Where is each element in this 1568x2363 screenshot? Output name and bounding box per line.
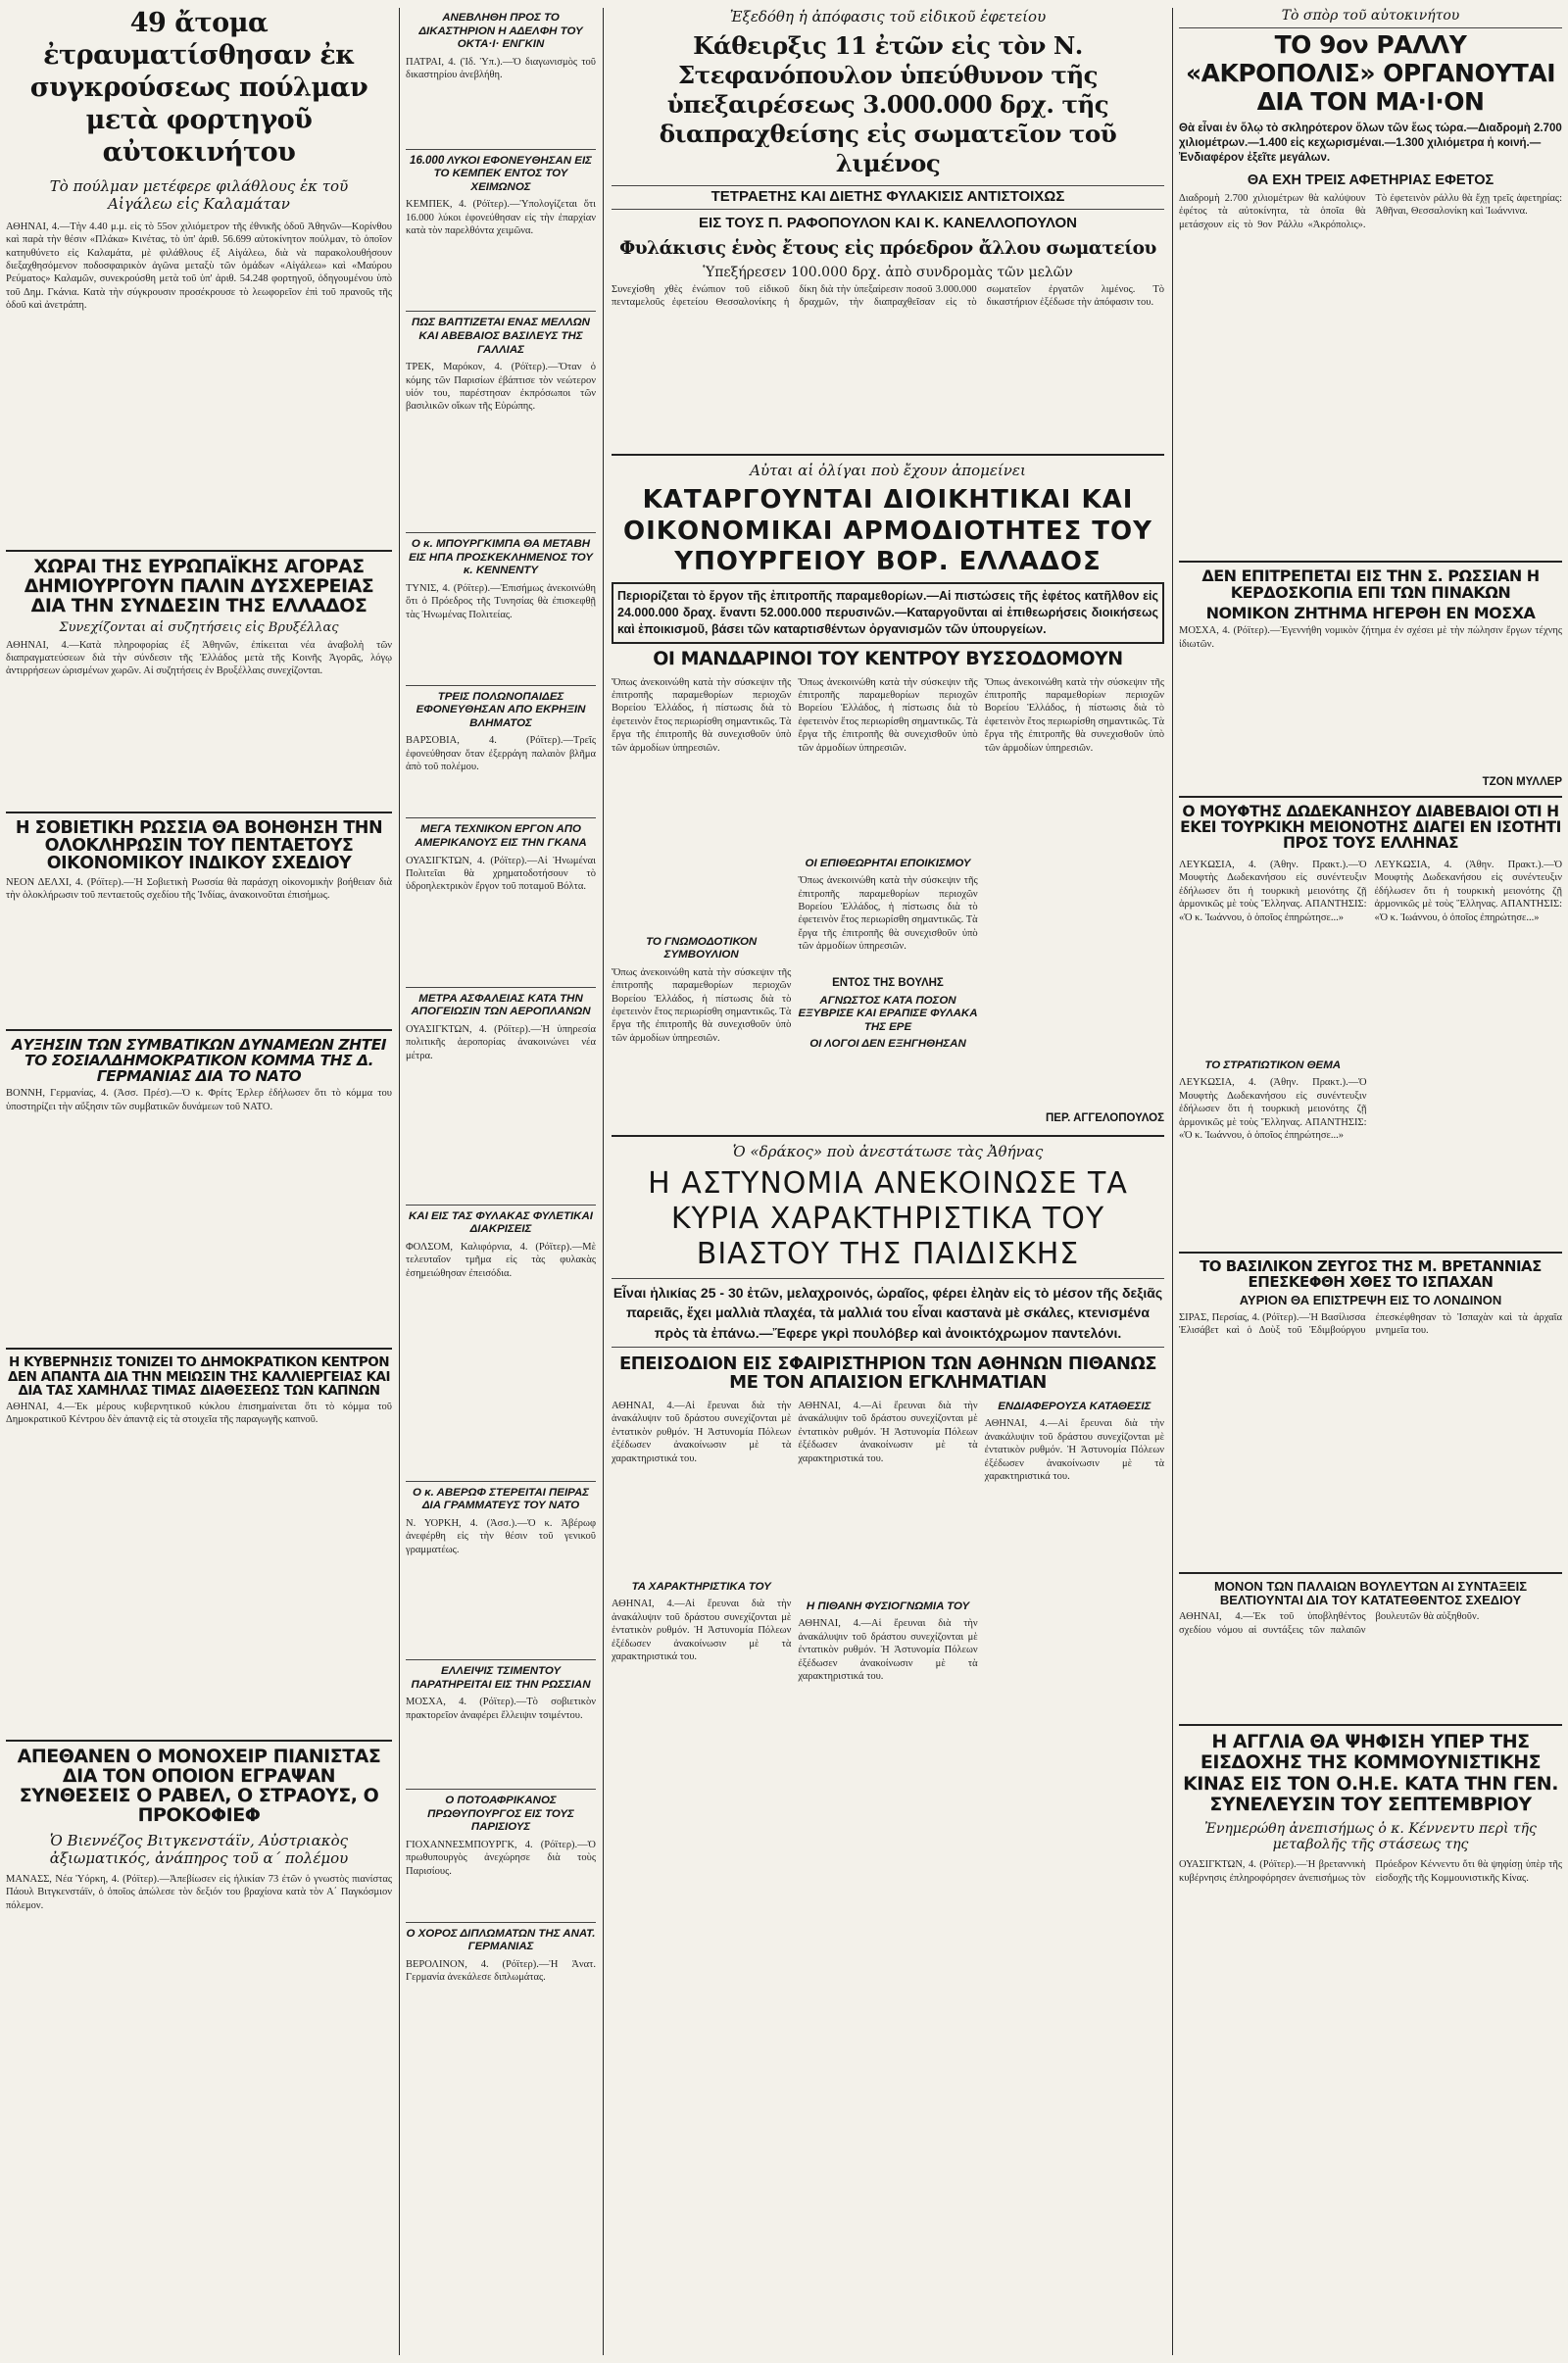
- article-body: ΛΕΥΚΩΣΙΑ, 4. (Ἀθην. Πρακτ.).—Ὁ Μουφτὴς Δωδεκανήσου εἰς συνέντευξιν ἐδήλωσεν ὅτι ἡ τουρκικὴ μειονότης ζῇ ἀρμονικῶς μὲ τοὺς Ἕλληνας. ΑΠΑΝΤΗΣΙΣ: «Ὁ κ. Ἰωάννου, ὁ ὁποῖος ἐπηρώτησε...»: [1179, 859, 1370, 923]
- article-body: ΣΙΡΑΣ, Περσίας, 4. (Ρόϊτερ).—Ἡ Βασίλισσα Ἐλισάβετ καὶ ὁ Δοὺξ τοῦ Ἐδιμβούργου ἐπεσκέφθησαν τὸ Ἰσπαχὰν καὶ τὰ ἀρχαῖα μνημεῖα του.: [1179, 1311, 1565, 1336]
- article-pensions: [1179, 1580, 1562, 1719]
- brief-baptism: [406, 317, 599, 527]
- divider: [6, 1348, 392, 1350]
- article-body: ΑΘΗΝΑΙ, 4.—Ἐκ τοῦ ὑποβληθέντος σχεδίου νόμου αἱ συντάξεις τῶν παλαιῶν βουλευτῶν θὰ αὐξηθοῦν.: [1179, 1611, 1480, 1636]
- headline: ΑΥΞΗΣΙΝ ΤΩΝ ΣΥΜΒΑΤΙΚΩΝ ΔΥΝΑΜΕΩΝ ΖΗΤΕΙ ΤΟ ΣΟΣΙΑΛΔΗΜΟΚΡΑΤΙΚΟΝ ΚΟΜΜΑ ΤΗΣ Δ. ΓΕΡΜΑΝΙΑΣ ΔΙΑ ΤΟ ΝΑΤΟ: [11, 1035, 387, 1086]
- article-body: ΑΘΗΝΑΙ, 4.—Αἱ ἔρευναι διὰ τὴν ἀνακάλυψιν τοῦ δράστου συνεχίζονται μὲ ἐντατικὸν ρυθμόν. Ἡ Ἀστυνομία Πόλεων ἐξέδωσεν ἀνακοίνωσιν μὲ τὰ χαρακτηριστικά του.: [612, 1599, 794, 1663]
- article-body: ΑΘΗΝΑΙ, 4.—Αἱ ἔρευναι διὰ τὴν ἀνακάλυψιν τοῦ δράστου συνεχίζονται μὲ ἐντατικὸν ρυθμόν. Ἡ Ἀστυνομία Πόλεων ἐξέδωσεν ἀνακοίνωσιν μὲ τὰ χαρακτηριστικά του.: [798, 1618, 981, 1683]
- byline: ΤΖΟΝ ΜΥΛΛΕΡ: [1482, 776, 1562, 789]
- subheadline: Τὸ πούλμαν μετέφερε φιλάθλους ἐκ τοῦ Αἰγάλεω εἰς Καλαμάταν: [49, 176, 349, 213]
- headline: Ο κ. ΜΠΟΥΡΓΚΙΜΠΑ ΘΑ ΜΕΤΑΒΗ ΕΙΣ ΗΠΑ ΠΡΟΣΚΕΚΛΗΜΕΝΟΣ ΤΟΥ κ. ΚΕΝΝΕΝΤΥ: [409, 538, 593, 577]
- article-conviction: [612, 8, 1167, 448]
- kicker: Ὁ «δράκος» ποὺ ἀνεστάτωσε τὰς Ἀθήνας: [732, 1143, 1044, 1161]
- divider: [406, 1481, 596, 1482]
- headline: ΜΟΝΟΝ ΤΩΝ ΠΑΛΑΙΩΝ ΒΟΥΛΕΥΤΩΝ ΑΙ ΣΥΝΤΑΞΕΙΣ ΒΕΛΤΙΟΥΝΤΑΙ ΔΙΑ ΤΟΥ ΚΑΤΑΤΕΘΕΝΤΟΣ ΣΧΕΔΙΟΥ: [1213, 1578, 1527, 1607]
- column-center: [604, 0, 1172, 2363]
- article-body: ΒΕΡΟΛΙΝΟΝ, 4. (Ρόϊτερ).—Ἡ Ἀνατ. Γερμανία ἀνεκάλεσε διπλωμάτας.: [406, 1958, 599, 1984]
- deck: ΕΙΣ ΤΟΥΣ Π. ΡΑΦΟΠΟΥΛΟΝ ΚΑΙ Κ. ΚΑΝΕΛΛΟΠΟΥΛΟΝ: [699, 214, 1077, 231]
- headline: ΤΡΕΙΣ ΠΟΛΩΝΟΠΑΙΔΕΣ ΕΦΟΝΕΥΘΗΣΑΝ ΑΠΟ ΕΚΡΗΞΙΝ ΒΛΗΜΑΤΟΣ: [416, 690, 586, 729]
- divider: [1179, 561, 1562, 563]
- headline: Η ΣΟΒΙΕΤΙΚΗ ΡΩΣΣΙΑ ΘΑ ΒΟΗΘΗΣΗ ΤΗΝ ΟΛΟΚΛΗΡΩΣΙΝ ΤΟΥ ΠΕΝΤΑΕΤΟΥΣ ΟΙΚΟΝΟΜΙΚΟΥ ΙΝΔΙΚΟΥ ΣΧΕΔΙΟΥ: [15, 817, 383, 874]
- brief-ghana: [406, 823, 599, 981]
- headline: ΟΙ ΜΑΝΔΑΡΙΝΟΙ ΤΟΥ ΚΕΝΤΡΟΥ ΒΥΣΣΟΔΟΜΟΥΝ: [653, 647, 1123, 669]
- article-body: Ὅπως ἀνεκοινώθη κατὰ τὴν σύσκεψιν τῆς ἐπιτροπῆς παραμεθορίων περιοχῶν Βορείου Ἑλλάδος, ἡ πίστωσις διὰ τὸ ἐφετεινὸν ἔτος περιωρίσθη σημαντικῶς. Τὰ ἔργα τῆς ἐπιτροπῆς θὰ συνεχισθοῦν ὑπὸ τῶν ἁρμοδίων ὑπηρεσιῶν.: [984, 676, 1167, 754]
- article-body: ΟΥΑΣΙΓΚΤΩΝ, 4. (Ρόϊτερ).—Αἱ Ἡνωμέναι Πολιτεῖαι θὰ χρηματοδοτήσουν τὸ ὑδροηλεκτρικὸν ἔργον τοῦ ποταμοῦ Βόλτα.: [406, 855, 599, 893]
- subheadline: ΑΥΡΙΟΝ ΘΑ ΕΠΙΣΤΡΕΨΗ ΕΙΣ ΤΟ ΛΟΝΔΙΝΟΝ: [1239, 1293, 1502, 1308]
- article-tobacco: [6, 1354, 395, 1734]
- article-body: ΒΟΝΝΗ, Γερμανίας, 4. (Ἀσσ. Πρέσ).—Ὁ κ. Φρίτς Έρλερ ἐδήλωσεν ὅτι τὸ κόμμα του ὑποστηρίζει τὴν αὔξησιν τῶν συμβατικῶν δυνάμεων τοῦ ΝΑΤΟ.: [6, 1088, 395, 1112]
- headline: ΜΕΤΡΑ ΑΣΦΑΛΕΙΑΣ ΚΑΤΑ ΤΗΝ ΑΠΟΓΕΙΩΣΙΝ ΤΩΝ ΑΕΡΟΠΛΑΝΩΝ: [411, 992, 591, 1018]
- article-body: ΟΥΑΣΙΓΚΤΩΝ, 4. (Ρόϊτερ).—Ἡ ὑπηρεσία πολιτικῆς ἀεροπορίας ἀνακοινώνει νέα μέτρα.: [406, 1023, 599, 1061]
- headline: Η ΑΓΓΛΙΑ ΘΑ ΨΗΦΙΣΗ ΥΠΕΡ ΤΗΣ ΕΙΣΔΟΧΗΣ ΤΗΣ ΚΟΜΜΟΥΝΙΣΤΙΚΗΣ ΚΙΝΑΣ ΕΙΣ ΤΟΝ Ο.Η.Ε. ΚΑΤΑ ΤΗΝ ΓΕΝ. ΣΥΝΕΛΕΥΣΙΝ ΤΟΥ ΣΕΠΤΕΜΒΡΙΟΥ: [1183, 1731, 1558, 1815]
- divider: [406, 311, 596, 312]
- headline: ΜΕΓΑ ΤΕΧΝΙΚΟΝ ΕΡΓΟΝ ΑΠΟ ΑΜΕΡΙΚΑΝΟΥΣ ΕΙΣ ΤΗΝ ΓΚΑΝΑ: [415, 823, 587, 849]
- article-body: Συνεχίσθη χθὲς ἐνώπιον τοῦ εἰδικοῦ πενταμελοῦς ἐφετείου Θεσσαλονίκης ἡ δίκη διὰ τὴν ὑπεξαίρεσιν ποσοῦ 3.000.000 δραχμῶν, τὴν διαπραχθεῖσαν εἰς τὸ σωματεῖον ἐργατῶν λιμένος. Τὸ δικαστήριον ἐξέδωσε τὴν ἀπόφασιν του.: [612, 283, 1167, 309]
- subheadline: Συνεχίζονται αἱ συζητήσεις εἰς Βρυξέλλας: [59, 619, 339, 635]
- divider: [406, 1922, 596, 1923]
- article-body: ΑΘΗΝΑΙ, 4.—Τὴν 4.40 μ.μ. εἰς τὸ 55ον χιλιόμετρον τῆς ἐθνικῆς ὁδοῦ Ἀθηνῶν—Κορίνθου καὶ παρὰ τὴν θέσιν «Πλάκα» Κινέτας, τὸ ὑπ' ἀριθ. 56.699 αὐτοκίνητον πούλμαν, τὸ ὁποῖον κατηυθύνετο εἰς Καλαμάτα, μὲ φιλάθλους ἐξ Αἰγάλεω, διὰ νὰ παρακολουθήσουν διεξαχθησόμενον ποδοσφαιρικὸν ἀγῶνα μεταξὺ τῶν ὁμάδων «Αἰγάλεω» καὶ «Μαύρου Ρεύματος» Καλαμῶν, συνεκρούσθη μετὰ τοῦ ὑπ' ἀριθ. 54.248 φορτηγοῦ, ὁδηγουμένου ὑπὸ τοῦ Δημ. Γκάνια. Κατὰ τὴν σύγκρουσιν προσέκρουσε τὸ λεωφορεῖον ἐπὶ τοῦ πρανοῦς τῆς ὁδοῦ καὶ ἀνετράπη.: [6, 221, 395, 312]
- deck: Ὑπεξήρεσεν 100.000 δρχ. ἀπὸ συνδρομὰς τῶν μελῶν: [703, 264, 1073, 280]
- column-left: [0, 0, 398, 2363]
- divider: [406, 817, 596, 818]
- brief-prisons: [406, 1209, 599, 1476]
- article-soviet-india: [6, 817, 395, 1023]
- section-heading: ΑΓΝΩΣΤΟΣ ΚΑΤΑ ΠΟΣΟΝ ΕΞΥΒΡΙΣΕ ΚΑΙ ΕΡΑΠΙΣΕ ΦΥΛΑΚΑ ΤΗΣ ΕΡΕ: [798, 994, 978, 1033]
- article-body: ΛΕΥΚΩΣΙΑ, 4. (Ἀθην. Πρακτ.).—Ὁ Μουφτὴς Δωδεκανήσου εἰς συνέντευξιν ἐδήλωσεν ὅτι ἡ τουρκικὴ μειονότης ζῇ ἀρμονικῶς μὲ τοὺς Ἕλληνας. ΑΠΑΝΤΗΣΙΣ: «Ὁ κ. Ἰωάννου, ὁ ὁποῖος ἐπηρώτησε...»: [1179, 1077, 1370, 1142]
- article-rally: [1179, 8, 1565, 555]
- byline: ΠΕΡ. ΑΓΓΕΛΟΠΟΥΛΟΣ: [1045, 1111, 1164, 1124]
- article-body: ΚΕΜΠΕΚ, 4. (Ρόϊτερ).—Ὑπολογίζεται ὅτι 16.000 λύκοι ἐφονεύθησαν εἰς τὴν ἐπαρχίαν κατὰ τὸν παρελθόντα χειμῶνα.: [406, 199, 599, 237]
- deck: ΤΕΤΡΑΕΤΗΣ ΚΑΙ ΔΙΕΤΗΣ ΦΥΛΑΚΙΣΙΣ ΑΝΤΙΣΤΟΙΧΩΣ: [612, 185, 1164, 210]
- brief-averoff: [406, 1486, 599, 1654]
- divider: [6, 1029, 392, 1031]
- article-body: ΑΘΗΝΑΙ, 4.—Κατὰ πληροφορίας ἐξ Ἀθηνῶν, ἐπίκειται νέα ἀναβολὴ τῶν διαπραγματεύσεων διὰ τὴν σύνδεσιν τῆς Ἑλλάδος μετὰ τῆς Κοινῆς Ἀγορᾶς, λόγῳ ἀντιρρήσεων ὡρισμένων χωρῶν. Αἱ συζητήσεις ἐν Βρυξέλλαις συνεχίζονται.: [6, 639, 395, 677]
- brief-wolves: [406, 154, 599, 307]
- article-china-un: [1179, 1731, 1565, 2025]
- divider: [612, 1135, 1164, 1137]
- divider: [6, 812, 392, 813]
- article-body: Ὅπως ἀνεκοινώθη κατὰ τὴν σύσκεψιν τῆς ἐπιτροπῆς παραμεθορίων περιοχῶν Βορείου Ἑλλάδος, ἡ πίστωσις διὰ τὸ ἐφετεινὸν ἔτος περιωρίσθη σημαντικῶς. Τὰ ἔργα τῆς ἐπιτροπῆς θὰ συνεχισθοῦν ὑπὸ τῶν ἁρμοδίων ὑπηρεσιῶν.: [798, 676, 981, 754]
- brief-polish-children: [406, 690, 599, 813]
- kicker: Τὸ σπὸρ τοῦ αὐτοκινήτου: [1281, 8, 1460, 24]
- headline: 49 ἄτομα ἐτραυματίσθησαν ἐκ συγκρούσεως πούλμαν μετὰ φορτηγοῦ αὐτοκινήτου: [29, 8, 368, 168]
- article-body: ΤΥΝΙΣ, 4. (Ρόϊτερ).—Ἐπισήμως ἀνεκοινώθη ὅτι ὁ Πρόεδρος τῆς Τυνησίας θὰ ἐπισκεφθῇ τὰς Ἡνωμένας Πολιτείας.: [406, 582, 599, 620]
- article-body: ΑΘΗΝΑΙ, 4.—Αἱ ἔρευναι διὰ τὴν ἀνακάλυψιν τοῦ δράστου συνεχίζονται μὲ ἐντατικὸν ρυθμόν. Ἡ Ἀστυνομία Πόλεων ἐξέδωσεν ἀνακοίνωσιν μὲ τὰ χαρακτηριστικά του.: [798, 1400, 981, 1464]
- headline: ΤΟ ΒΑΣΙΛΙΚΟΝ ΖΕΥΓΟΣ ΤΗΣ Μ. ΒΡΕΤΑΝΝΙΑΣ ΕΠΕΣΚΕΦΘΗ ΧΘΕΣ ΤΟ ΙΣΠΑΧΑΝ: [1200, 1256, 1542, 1291]
- headline: Κάθειρξις 11 ἐτῶν εἰς τὸν Ν. Στεφανόπουλον ὑπεύθυνον τῆς ὑπεξαιρέσεως 3.000.000 δρχ. τῆς διαπραχθείσης εἰς σωματεῖον τοῦ λιμένος: [659, 31, 1117, 177]
- article-body: Ὅπως ἀνεκοινώθη κατὰ τὴν σύσκεψιν τῆς ἐπιτροπῆς παραμεθορίων περιοχῶν Βορείου Ἑλλάδος, ἡ πίστωσις διὰ τὸ ἐφετεινὸν ἔτος περιωρίσθη σημαντικῶς. Τὰ ἔργα τῆς ἐπιτροπῆς θὰ συνεχισθοῦν ὑπὸ τῶν ἁρμοδίων ὑπηρεσιῶν.: [798, 875, 981, 953]
- section-heading: ΤΟ ΣΤΡΑΤΙΩΤΙΚΟΝ ΘΕΜΑ: [1204, 1058, 1342, 1071]
- article-european-market: [6, 555, 395, 806]
- deck: Εἶναι ἡλικίας 25 - 30 ἐτῶν, μελαχροινός, ὡραῖος, φέρει ἐληὰν εἰς τὸ μέσον τῆς δεξιᾶς παρειᾶς, ἔχει μαλλιὰ πλαχέα, τὰ μαλλιά του εἶναι καστανὰ μὲ σκάλες, κτενισμένα πρὸς τὰ ἐπάνω.—Ἔφερε γκρὶ πουλόβερ καὶ ἀνοικτόχρωμον παντελόνι.: [612, 1278, 1164, 1348]
- article-pianist: [6, 1745, 395, 2069]
- divider: [406, 149, 596, 150]
- deck: Περιορίζεται τὸ ἔργον τῆς ἐπιτροπῆς παραμεθορίων.—Αἱ πιστώσεις τῆς ἐφέτος κατῆλθον εἰς 24.000.000 δραχ. ἔναντι 52.000.000 περυσινῶν.—Καταργοῦνται αἱ ἐπιθεωρήσεις διοικήσεως καὶ ἐποικισμοῦ, βάσει τῶν καταρτισθέντων ὀργανισμῶν τῶν ὑπουργείων.: [612, 582, 1164, 644]
- article-body: ΜΑΝΑΣΣ, Νέα Ὑόρκη, 4. (Ρόϊτερ).—Ἀπεβίωσεν εἰς ἡλικίαν 73 ἐτῶν ὁ γνωστὸς πιανίστας Πάουλ Βιτγκενστάϊν, ὁ ὁποῖος ἀπώλεσε τὸν δεξιόν του βραχίονα κατὰ τὸν Α΄ Παγκόσμιον πόλεμον.: [6, 1873, 395, 1911]
- divider: [1179, 796, 1562, 798]
- article-nato-forces: [6, 1035, 395, 1343]
- article-body: ΓΙΟΧΑΝΝΕΣΜΠΟΥΡΓΚ, 4. (Ρόϊτερ).—Ὁ πρωθυπουργὸς ἀνεχώρησε διὰ τοὺς Παρισίους.: [406, 1839, 599, 1877]
- headline: ΠΩΣ ΒΑΠΤΙΖΕΤΑΙ ΕΝΑΣ ΜΕΛΛΩΝ ΚΑΙ ΑΒΕΒΑΙΟΣ ΒΑΣΙΛΕΥΣ ΤΗΣ ΓΑΛΛΙΑΣ: [411, 317, 590, 356]
- headline: Ο ΧΟΡΟΣ ΔΙΠΛΩΜΑΤΩΝ ΤΗΣ ΑΝΑΤ. ΓΕΡΜΑΝΙΑΣ: [406, 1927, 596, 1953]
- divider: [1179, 1724, 1562, 1726]
- brief-diplomats: [406, 1927, 599, 2037]
- article-body: ΛΕΥΚΩΣΙΑ, 4. (Ἀθην. Πρακτ.).—Ὁ Μουφτὴς Δωδεκανήσου εἰς συνέντευξιν ἐδήλωσεν ὅτι ἡ τουρκικὴ μειονότης ζῇ ἀρμονικῶς μὲ τοὺς Ἕλληνας. ΑΠΑΝΤΗΣΙΣ: «Ὁ κ. Ἰωάννου, ὁ ὁποῖος ἐπηρώτησε...»: [1374, 859, 1565, 923]
- headline: ΚΑΤΑΡΓΟΥΝΤΑΙ ΔΙΟΙΚΗΤΙΚΑΙ ΚΑΙ ΟΙΚΟΝΟΜΙΚΑΙ ΑΡΜΟΔΙΟΤΗΤΕΣ ΤΟΥ ΥΠΟΥΡΓΕΙΟΥ ΒΟΡ. ΕΛΛΑΔΟΣ: [623, 484, 1152, 577]
- article-royal-couple: [1179, 1256, 1565, 1566]
- subheadline: Ἐνημερώθη ἀνεπισήμως ὁ κ. Κέννεντυ περὶ τῆς μεταβολῆς τῆς στάσεως της: [1204, 1821, 1537, 1853]
- article-body: ΑΘΗΝΑΙ, 4.—Αἱ ἔρευναι διὰ τὴν ἀνακάλυψιν τοῦ δράστου συνεχίζονται μὲ ἐντατικὸν ρυθμόν. Ἡ Ἀστυνομία Πόλεων ἐξέδωσεν ἀνακοίνωσιν μὲ τὰ χαρακτηριστικά του.: [984, 1418, 1167, 1483]
- headline: ΕΛΛΕΙΨΙΣ ΤΣΙΜΕΝΤΟΥ ΠΑΡΑΤΗΡΕΙΤΑΙ ΕΙΣ ΤΗΝ ΡΩΣΣΙΑΝ: [411, 1664, 591, 1691]
- column-right: [1173, 0, 1568, 2363]
- brief-air-safety: [406, 992, 599, 1200]
- brief-cement: [406, 1664, 599, 1784]
- article-bus-collision: [6, 8, 395, 544]
- headline: ΤΟ 9ον ΡΑΛΛΥ «ΑΚΡΟΠΟΛΙΣ» ΟΡΓΑΝΟΥΤΑΙ ΔΙΑ ΤΟΝ ΜΑ·Ι·ΟΝ: [1179, 27, 1562, 116]
- headline: 16.000 ΛΥΚΟΙ ΕΦΟΝΕΥΘΗΣΑΝ ΕΙΣ ΤΟ ΚΕΜΠΕΚ ΕΝΤΟΣ ΤΟΥ ΧΕΙΜΩΝΟΣ: [410, 154, 592, 193]
- divider: [6, 1740, 392, 1742]
- divider: [406, 1789, 596, 1790]
- headline: Η ΚΥΒΕΡΝΗΣΙΣ ΤΟΝΙΖΕΙ ΤΟ ΔΗΜΟΚΡΑΤΙΚΟΝ ΚΕΝΤΡΟΝ ΔΕΝ ΑΠΑΝΤΑ ΔΙΑ ΤΗΝ ΜΕΙΩΣΙΝ ΤΗΣ ΚΑΛΛΙΕΡΓΕΙΑΣ ΚΑΙ ΔΙΑ ΤΑΣ ΧΑΜΗΛΑΣ ΤΙΜΑΣ ΔΙΑΘΕΣΕΩΣ ΤΩΝ ΚΑΠΝΩΝ: [7, 1354, 391, 1399]
- brief-pm-paris: [406, 1795, 599, 1917]
- section-heading: ΕΝΤΟΣ ΤΗΣ ΒΟΥΛΗΣ: [832, 977, 944, 990]
- section-heading: ΤΑ ΧΑΡΑΚΤΗΡΙΣΤΙΚΑ ΤΟΥ: [631, 1580, 771, 1593]
- article-body: ΑΘΗΝΑΙ, 4.—Ἐκ μέρους κυβερνητικοῦ κύκλου ἐπισημαίνεται ὅτι τὸ κόμμα τοῦ Δημοκρατικοῦ Κέντρου δὲν ἀπαντᾷ εἰς τὰ στοιχεῖα τῆς παραγωγῆς καπνοῦ.: [6, 1401, 395, 1426]
- article-body: ΝΕΟΝ ΔΕΛΧΙ, 4. (Ρόϊτερ).—Ἡ Σοβιετικὴ Ρωσσία θὰ παράσχη οἰκονομικὴν βοήθειαν διὰ τὴν ὁλοκλήρωσιν τοῦ πενταετοῦς σχεδίου τῆς Ἰνδίας, ἀνακοινοῦται ἐπισήμως.: [6, 876, 395, 902]
- article-ministry: [612, 461, 1167, 1129]
- article-body: ΑΘΗΝΑΙ, 4.—Αἱ ἔρευναι διὰ τὴν ἀνακάλυψιν τοῦ δράστου συνεχίζονται μὲ ἐντατικὸν ρυθμόν. Ἡ Ἀστυνομία Πόλεων ἐξέδωσεν ἀνακοίνωσιν μὲ τὰ χαρακτηριστικά του.: [612, 1400, 794, 1464]
- article-body: Διαδρομὴ 2.700 χιλιομέτρων θὰ καλύψουν ἐφέτος τὰ αὐτοκίνητα, τὰ ὁποῖα θὰ μετάσχουν εἰς τὸ 9ον Ράλλυ «Ἀκρόπολις». Τὸ ἐφετεινὸν ράλλυ θὰ ἔχῃ τρεῖς ἀφετηρίας: Ἀθῆναι, Θεσσαλονίκη καὶ Ἰωάννινα.: [1179, 193, 1565, 230]
- section-heading: Η ΠΙΘΑΝΗ ΦΥΣΙΟΓΝΩΜΙΑ ΤΟΥ: [806, 1600, 970, 1612]
- article-police: [612, 1143, 1167, 1755]
- article-body: ΠΑΤΡΑΙ, 4. (Ἰδ. Ὑπ.).—Ὁ διαγωνισμὸς τοῦ δικαστηρίου ἀνεβλήθη.: [406, 56, 599, 81]
- deck: Θὰ εἶναι ἐν ὅλῳ τὸ σκληρότερον ὅλων τῶν ἕως τώρα.—Διαδρομὴ 2.700 χιλιομέτρων.—1.400 εἰς κεχωρισμέναι.—1.300 χιλιόμετρα ἡ κοινή.—Ἐνδιαφέρον ἐξεῖτε μεγάλων.: [1179, 123, 1562, 165]
- headline: Ο ΜΟΥΦΤΗΣ ΔΩΔΕΚΑΝΗΣΟΥ ΔΙΑΒΕΒΑΙΟΙ ΟΤΙ Η ΕΚΕΙ ΤΟΥΡΚΙΚΗ ΜΕΙΟΝΟΤΗΣ ΔΙΑΓΕΙ ΕΝ ΙΣΟΤΗΤΙ ΠΡΟΣ ΤΟΥΣ ΕΛΛΗΝΑΣ: [1180, 802, 1561, 853]
- divider: [406, 1205, 596, 1206]
- article-body: ΦΟΛΣΟΜ, Καλιφόρνια, 4. (Ρόϊτερ).—Μὲ τελευταῖον τμῆμα εἰς τὰς φυλακὰς ἐσημειώθησαν ἐπεισόδια.: [406, 1241, 599, 1279]
- brief-bourguiba: [406, 538, 599, 680]
- brief-court: [406, 12, 599, 144]
- column-briefs: [400, 0, 602, 2363]
- kicker: Ἐξεδόθη ἡ ἀπόφασις τοῦ εἰδικοῦ ἐφετείου: [729, 8, 1047, 25]
- headline: Η ΑΣΤΥΝΟΜΙΑ ΑΝΕΚΟΙΝΩΣΕ ΤΑ ΚΥΡΙΑ ΧΑΡΑΚΤΗΡΙΣΤΙΚΑ ΤΟΥ ΒΙΑΣΤΟΥ ΤΗΣ ΠΑΙΔΙΣΚΗΣ: [648, 1166, 1128, 1272]
- deck: Φυλάκισις ἑνὸς ἔτους εἰς πρόεδρον ἄλλου σωματείου: [619, 238, 1156, 260]
- headline: Ο κ. ΑΒΕΡΩΦ ΣΤΕΡΕΙΤΑΙ ΠΕΙΡΑΣ ΔΙΑ ΓΡΑΜΜΑΤΕΥΣ ΤΟΥ ΝΑΤΟ: [412, 1486, 590, 1512]
- article-body: ΟΥΑΣΙΓΚΤΩΝ, 4. (Ρόϊτερ).—Ἡ βρεταννικὴ κυβέρνησις ἐπληροφόρησεν ἀνεπισήμως τὸν Πρόεδρον Κέννεντυ ὅτι θὰ ψηφίσῃ ὑπὲρ τῆς εἰσδοχῆς τῆς Κομμουνιστικῆς Κίνας.: [1179, 1859, 1565, 1884]
- divider: [406, 685, 596, 686]
- section-heading: ΟΙ ΕΠΙΘΕΩΡΗΤΑΙ ΕΠΟΙΚΙΣΜΟΥ: [805, 857, 971, 869]
- article-mufti: [1179, 802, 1565, 1246]
- divider: [406, 532, 596, 533]
- article-body: ΜΟΣΧΑ, 4. (Ρόϊτερ).—Τὸ σοβιετικὸν πρακτορεῖον ἀναφέρει ἔλλειψιν τσιμέντου.: [406, 1697, 599, 1721]
- article-body: Ν. ΥΟΡΚΗ, 4. (Ἀσσ.).—Ὁ κ. Ἀβέρωφ ἀνεφέρθη εἰς τὴν θέσιν τοῦ γενικοῦ γραμματέως.: [406, 1517, 599, 1555]
- article-body: ΜΟΣΧΑ, 4. (Ρόϊτερ).—Ἐγεννήθη νομικὸν ζήτημα ἐν σχέσει μὲ τὴν πώλησιν ἔργων τέχνης ἰδιωτῶν.: [1179, 625, 1565, 650]
- headline: ΔΕΝ ΕΠΙΤΡΕΠΕΤΑΙ ΕΙΣ ΤΗΝ Σ. ΡΩΣΣΙΑΝ Η ΚΕΡΔΟΣΚΟΠΙΑ ΕΠΙ ΤΩΝ ΠΙΝΑΚΩΝ: [1201, 566, 1540, 602]
- headline: ΝΟΜΙΚΟΝ ΖΗΤΗΜΑ ΗΓΕΡΘΗ ΕΝ ΜΟΣΧΑ: [1205, 603, 1536, 622]
- divider: [1179, 1572, 1562, 1574]
- headline: ΑΝΕΒΛΗΘΗ ΠΡΟΣ ΤΟ ΔΙΚΑΣΤΗΡΙΟΝ Η ΑΔΕΛΦΗ ΤΟΥ ΟΚΤΑ·Ι· ΕΝΓΚΙΝ: [418, 12, 583, 51]
- headline: Ο ΠΟΤΟΑΦΡΙΚΑΝΟΣ ΠΡΩΘΥΠΟΥΡΓΟΣ ΕΙΣ ΤΟΥΣ ΠΑΡΙΣΙΟΥΣ: [427, 1795, 574, 1834]
- article-body: Ὅπως ἀνεκοινώθη κατὰ τὴν σύσκεψιν τῆς ἐπιτροπῆς παραμεθορίων περιοχῶν Βορείου Ἑλλάδος, ἡ πίστωσις διὰ τὸ ἐφετεινὸν ἔτος περιωρίσθη σημαντικῶς. Τὰ ἔργα τῆς ἐπιτροπῆς θὰ συνεχισθοῦν ὑπὸ τῶν ἁρμοδίων ὑπηρεσιῶν.: [612, 676, 794, 754]
- headline: ΧΩΡΑΙ ΤΗΣ ΕΥΡΩΠΑΪΚΗΣ ΑΓΟΡΑΣ ΔΗΜΙΟΥΡΓΟΥΝ ΠΑΛΙΝ ΔΥΣΧΕΡΕΙΑΣ ΔΙΑ ΤΗΝ ΣΥΝΔΕΣΙΝ ΤΗΣ ΕΛΛΑΔΟΣ: [24, 555, 374, 616]
- article-soviet-paintings: [1179, 566, 1565, 790]
- section-heading: ΕΝΔΙΑΦΕΡΟΥΣΑ ΚΑΤΑΘΕΣΙΣ: [998, 1400, 1152, 1412]
- headline: ΚΑΙ ΕΙΣ ΤΑΣ ΦΥΛΑΚΑΣ ΦΥΛΕΤΙΚΑΙ ΔΙΑΚΡΙΣΕΙΣ: [409, 1209, 593, 1236]
- subheadline: Ὁ Βιεννέζος Βιτγκενστάϊν, Αὐστριακὸς ἀξιωματικός, ἀνάπηρος τοῦ α΄ πολέμου: [49, 1831, 349, 1867]
- kicker: Αὐται αἱ ὀλίγαι ποὺ ἔχουν ἀπομείνει: [750, 461, 1026, 479]
- divider: [406, 1659, 596, 1660]
- divider: [406, 987, 596, 988]
- headline: ΘΑ ΕΧΗ ΤΡΕΙΣ ΑΦΕΤΗΡΙΑΣ ΕΦΕΤΟΣ: [1247, 172, 1494, 189]
- article-body: ΤΡΕΚ, Μαρόκον, 4. (Ρόϊτερ).—Ὅταν ὁ κόμης τῶν Παρισίων ἐβάπτισε τὸν νεώτερον υἱόν του, παρέστησαν ἐκπρόσωποι τῶν βασιλικῶν οἴκων τῆς Εὐρώπης.: [406, 362, 599, 413]
- headline: ΕΠΕΙΣΟΔΙΟΝ ΕΙΣ ΣΦΑΙΡΙΣΤΗΡΙΟΝ ΤΩΝ ΑΘΗΝΩΝ ΠΙΘΑΝΩΣ ΜΕ ΤΟΝ ΑΠΑΙΣΙΟΝ ΕΓΚΛΗΜΑΤΙΑΝ: [618, 1353, 1157, 1393]
- article-body: ΒΑΡΣΟΒΙΑ, 4. (Ρόϊτερ).—Τρεῖς ἐφονεύθησαν ὅταν ἐξερράγη παλαιὸν βλῆμα ἀπὸ τοῦ πολέμου.: [406, 735, 599, 773]
- divider: [6, 550, 392, 552]
- headline: ΑΠΕΘΑΝΕΝ Ο ΜΟΝΟΧΕΙΡ ΠΙΑΝΙΣΤΑΣ ΔΙΑ ΤΟΝ ΟΠΟΙΟΝ ΕΓΡΑΨΑΝ ΣΥΝΘΕΣΕΙΣ Ο ΡΑΒΕΛ, Ο ΣΤΡΑΟΥΣ, Ο ΠΡΟΚΟΦΙΕΦ: [17, 1745, 381, 1826]
- divider: [612, 454, 1164, 456]
- section-heading: ΤΟ ΓΝΩΜΟΔΟΤΙΚΟΝ ΣΥΜΒΟΥΛΙΟΝ: [646, 935, 758, 961]
- divider: [1179, 1252, 1562, 1254]
- article-body: Ὅπως ἀνεκοινώθη κατὰ τὴν σύσκεψιν τῆς ἐπιτροπῆς παραμεθορίων περιοχῶν Βορείου Ἑλλάδος, ἡ πίστωσις διὰ τὸ ἐφετεινὸν ἔτος περιωρίσθη σημαντικῶς. Τὰ ἔργα τῆς ἐπιτροπῆς θὰ συνεχισθοῦν ὑπὸ τῶν ἁρμοδίων ὑπηρεσιῶν.: [612, 966, 794, 1044]
- section-heading: ΟΙ ΛΟΓΟΙ ΔΕΝ ΕΞΗΓΗΘΗΣΑΝ: [809, 1038, 966, 1051]
